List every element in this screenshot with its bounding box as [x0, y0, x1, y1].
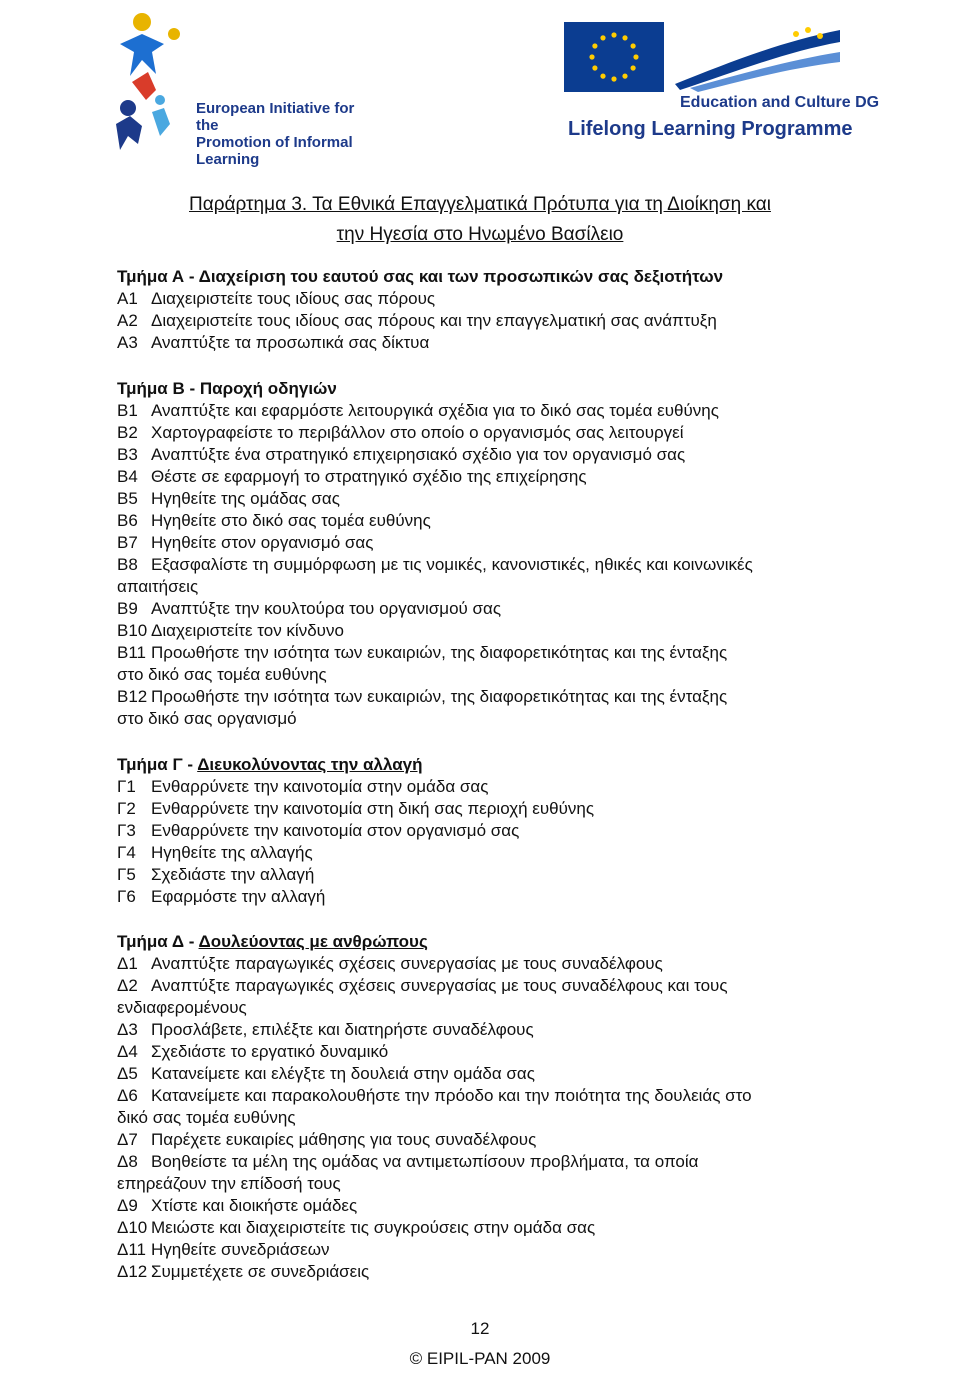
section-prefix: Τμήμα Β - [117, 379, 200, 398]
item-text: Αναπτύξτε και εφαρμόστε λειτουργικά σχέδια για το δικό σας τομέα ευθύνης [151, 401, 719, 420]
list-item [117, 686, 857, 730]
item-code: Δ1 [117, 954, 138, 973]
item-code: Β7 [117, 533, 138, 552]
section-items [117, 288, 857, 354]
eu-star-icon [589, 54, 594, 59]
item-text: Συμμετέχετε σε συνεδριάσεις [151, 1262, 370, 1281]
eu-star-icon [592, 43, 597, 48]
list-item [117, 642, 857, 686]
item-text-continued: στο δικό σας τομέα ευθύνης [117, 665, 327, 684]
item-text: Διαχειριστείτε τους ιδίους σας πόρους [151, 289, 436, 308]
item-code: Β4 [117, 467, 138, 486]
item-code: Δ10 [117, 1218, 148, 1237]
item-text: Ενθαρρύνετε την καινοτομία στην ομάδα σας [151, 777, 489, 796]
list-item [117, 488, 857, 510]
section-prefix: Τμήμα Δ - [117, 932, 199, 951]
eu-star-icon [592, 65, 597, 70]
item-text: Θέστε σε εφαρμογή το στρατηγικό σχέδιο της επιχείρησης [151, 467, 587, 486]
section-heading [117, 378, 857, 400]
section-title: Παροχή οδηγιών [199, 379, 337, 398]
item-code: Δ3 [117, 1020, 138, 1039]
list-item [117, 532, 857, 554]
item-code: Β8 [117, 555, 138, 574]
item-code: Β10 [117, 621, 148, 640]
eipil-logo [108, 4, 368, 168]
item-code: Α3 [117, 333, 138, 352]
section-items [117, 400, 857, 730]
list-item [117, 776, 857, 798]
list-item [117, 332, 857, 354]
list-item [117, 1217, 857, 1239]
eu-star-icon [633, 54, 638, 59]
eu-swoosh-icon [670, 22, 845, 92]
item-text: Αναπτύξτε παραγωγικές σχέσεις συνεργασίας με τους συναδέλφους [151, 954, 663, 973]
eipil-logo-line: Promotion of Informal Learning [196, 134, 353, 168]
list-item [117, 444, 857, 466]
item-code: Α1 [117, 289, 138, 308]
eu-star-icon [611, 76, 616, 81]
eu-star-icon [600, 35, 605, 40]
item-code: Β5 [117, 489, 138, 508]
item-code: Β1 [117, 401, 138, 420]
section-c [117, 754, 857, 908]
list-item [117, 1129, 857, 1151]
item-code: Δ6 [117, 1086, 138, 1105]
item-code: Γ4 [117, 843, 136, 862]
page-number: 12 [470, 1319, 490, 1338]
eu-star-icon [631, 65, 636, 70]
list-item [117, 1195, 857, 1217]
eipil-figures-icon [112, 4, 192, 154]
list-item [117, 798, 857, 820]
eu-programme-label: Lifelong Learning Programme [568, 118, 853, 140]
eipil-logo-line: European Initiative for the [196, 100, 355, 134]
page-title [0, 190, 960, 250]
section-a [117, 266, 857, 354]
item-text: Ενθαρρύνετε την καινοτομία στον οργανισμό σας [151, 821, 520, 840]
item-text-continued: ενδιαφερομένους [117, 998, 247, 1017]
section-heading [117, 754, 857, 776]
item-code: Δ12 [117, 1262, 148, 1281]
item-text: Ηγηθείτε της αλλαγής [151, 843, 313, 862]
item-code: Δ11 [117, 1240, 147, 1259]
item-text: Παρέχετε ευκαιρίες μάθησης για τους συναδέλφους [151, 1130, 537, 1149]
item-text: Βοηθείστε τα μέλη της ομάδας να αντιμετωπίσουν προβλήματα, τα οποία [151, 1152, 699, 1171]
list-item [117, 554, 857, 598]
item-text: Ηγηθείτε στο δικό σας τομέα ευθύνης [151, 511, 431, 530]
item-code: Δ4 [117, 1042, 138, 1061]
section-title: Διευκολύνοντας την αλλαγή [197, 755, 423, 774]
list-item [117, 953, 857, 975]
list-item [117, 886, 857, 908]
list-item [117, 842, 857, 864]
item-text: Προσλάβετε, επιλέξτε και διατηρήστε συναδέλφους [151, 1020, 534, 1039]
item-text: Αναπτύξτε ένα στρατηγικό επιχειρησιακό σχέδιο για τον οργανισμό σας [151, 445, 686, 464]
item-code: Γ5 [117, 865, 136, 884]
list-item [117, 1041, 857, 1063]
list-item [117, 1261, 857, 1283]
eu-dg-label: Education and Culture DG [680, 94, 880, 111]
eu-star-icon [622, 74, 627, 79]
eu-star-icon [611, 32, 616, 37]
item-text: Ενθαρρύνετε την καινοτομία στη δική σας περιοχή ευθύνης [151, 799, 595, 818]
item-text-continued: επηρεάζουν την επίδοσή τους [117, 1174, 341, 1193]
eu-logo [560, 22, 880, 152]
eu-flag-icon [564, 22, 664, 92]
item-text: Προωθήστε την ισότητα των ευκαιριών, της διαφορετικότητας και της ένταξης [151, 643, 728, 662]
page-title-line: την Ηγεσία στο Ηνωμένο Βασίλειο [336, 224, 624, 245]
item-text: Σχεδιάστε το εργατικό δυναμικό [151, 1042, 389, 1061]
eipil-logo-text [196, 100, 366, 168]
list-item [117, 620, 857, 642]
section-d [117, 931, 857, 1283]
item-text: Χτίστε και διοικήστε ομάδες [151, 1196, 358, 1215]
list-item [117, 1239, 857, 1261]
item-text: Κατανείμετε και ελέγξτε τη δουλειά στην ομάδα σας [151, 1064, 535, 1083]
item-text: Εφαρμόστε την αλλαγή [151, 887, 326, 906]
list-item [117, 510, 857, 532]
item-code: Β3 [117, 445, 138, 464]
eu-star-icon [631, 43, 636, 48]
item-code: Β12 [117, 687, 148, 706]
eu-star-icon [600, 74, 605, 79]
list-item [117, 1151, 857, 1195]
item-code: Β6 [117, 511, 138, 530]
section-heading [117, 931, 857, 953]
section-b [117, 378, 857, 730]
copyright: © EIPIL-PAN 2009 [409, 1349, 551, 1368]
list-item [117, 1019, 857, 1041]
item-text: Μειώστε και διαχειριστείτε τις συγκρούσεις στην ομάδα σας [151, 1218, 596, 1237]
item-code: Β2 [117, 423, 138, 442]
list-item [117, 598, 857, 620]
section-prefix: Τμήμα Α - [117, 267, 199, 286]
item-code: Α2 [117, 311, 138, 330]
section-title: Διαχείριση του εαυτού σας και των προσωπικών σας δεξιοτήτων [198, 267, 724, 286]
item-code: Δ8 [117, 1152, 138, 1171]
list-item [117, 288, 857, 310]
item-text: Προωθήστε την ισότητα των ευκαιριών, της διαφορετικότητας και της ένταξης [151, 687, 728, 706]
item-code: Δ7 [117, 1130, 138, 1149]
section-title: Δουλεύοντας με ανθρώπους [198, 932, 428, 951]
item-text: Ηγηθείτε της ομάδας σας [151, 489, 340, 508]
item-code: Β11 [117, 643, 146, 662]
page-title-line: Παράρτημα 3. Τα Εθνικά Επαγγελματικά Πρότυπα για τη Διοίκηση και [189, 194, 771, 215]
item-text: Αναπτύξτε τα προσωπικά σας δίκτυα [151, 333, 430, 352]
item-code: Δ2 [117, 976, 138, 995]
section-items [117, 776, 857, 908]
page-header [0, 0, 960, 168]
item-text-continued: στο δικό σας οργανισμό [117, 709, 297, 728]
item-text: Αναπτύξτε παραγωγικές σχέσεις συνεργασίας με τους συναδέλφους και τους [151, 976, 728, 995]
list-item [117, 422, 857, 444]
list-item [117, 820, 857, 842]
item-text: Χαρτογραφείστε το περιβάλλον στο οποίο ο οργανισμός σας λειτουργεί [151, 423, 684, 442]
section-prefix: Τμήμα Γ - [117, 755, 198, 774]
item-code: Β9 [117, 599, 138, 618]
list-item [117, 310, 857, 332]
list-item [117, 1085, 857, 1129]
item-text: Αναπτύξτε την κουλτούρα του οργανισμού σας [151, 599, 502, 618]
list-item [117, 864, 857, 886]
item-code: Γ3 [117, 821, 136, 840]
item-code: Δ9 [117, 1196, 138, 1215]
item-text-continued: απαιτήσεις [117, 577, 199, 596]
item-text: Ηγηθείτε στον οργανισμό σας [151, 533, 374, 552]
item-code: Δ5 [117, 1064, 138, 1083]
item-text: Κατανείμετε και παρακολουθήστε την πρόοδο και την ποιότητα της δουλειάς στο [151, 1086, 752, 1105]
item-text: Διαχειριστείτε τους ιδίους σας πόρους και την επαγγελματική σας ανάπτυξη [151, 311, 717, 330]
list-item [117, 466, 857, 488]
list-item [117, 975, 857, 1019]
item-text: Ηγηθείτε συνεδριάσεων [151, 1240, 330, 1259]
list-item [117, 400, 857, 422]
item-text: Σχεδιάστε την αλλαγή [151, 865, 315, 884]
item-code: Γ2 [117, 799, 136, 818]
section-heading [117, 266, 857, 288]
item-text: Εξασφαλίστε τη συμμόρφωση με τις νομικές, κανονιστικές, ηθικές και κοινωνικές [151, 555, 753, 574]
eu-star-icon [622, 35, 627, 40]
section-items [117, 953, 857, 1283]
item-code: Γ1 [117, 777, 136, 796]
item-text-continued: δικό σας τομέα ευθύνης [117, 1108, 296, 1127]
item-text: Διαχειριστείτε τον κίνδυνο [151, 621, 344, 640]
item-code: Γ6 [117, 887, 136, 906]
list-item [117, 1063, 857, 1085]
